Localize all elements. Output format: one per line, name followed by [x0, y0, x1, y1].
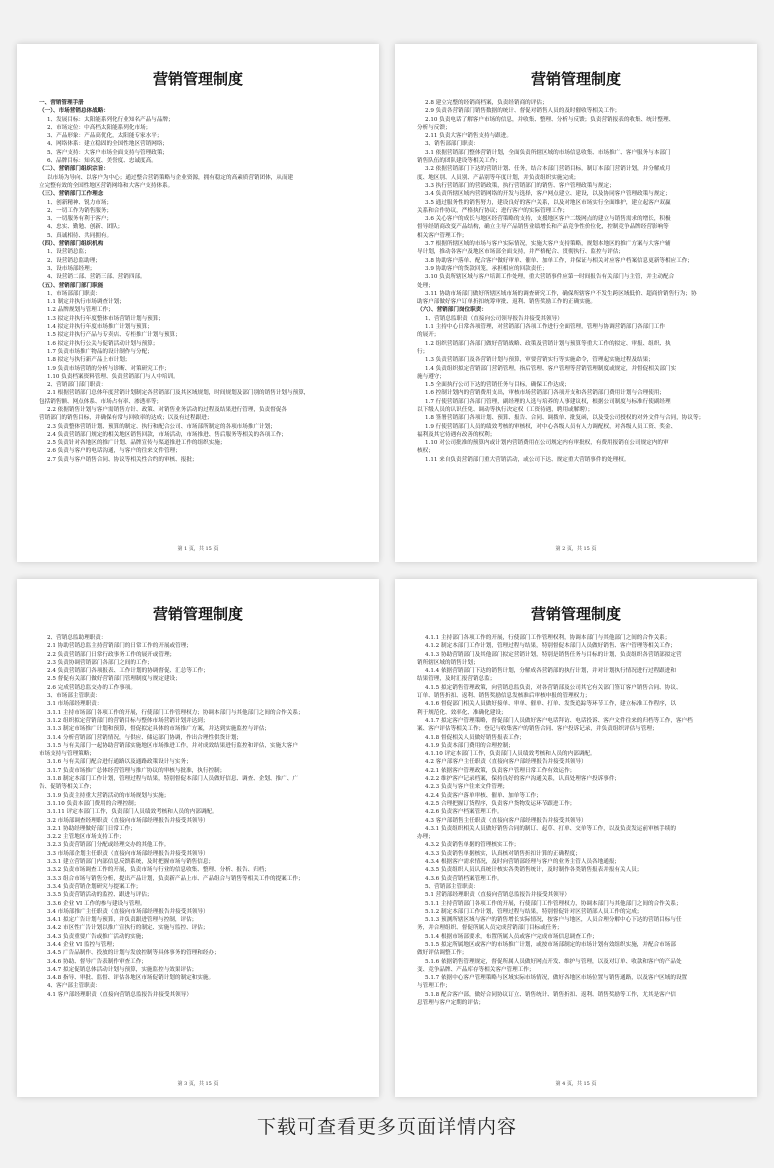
text-line: 1、市场部部门职责： — [47, 290, 101, 297]
text-line: 2.11 负责大客户销售支持与跟进。 — [425, 133, 512, 140]
text-line: 处理； — [417, 282, 434, 289]
text-line: 3.1.10 负责本部门费用的合理控制； — [47, 800, 140, 807]
text-line: 的展开； — [417, 332, 440, 339]
text-line: 核权； — [417, 448, 434, 455]
page-body — [39, 99, 357, 464]
text-line: 4.3.6 负责营销档案管理工作。 — [425, 875, 503, 882]
text-line: 办理； — [417, 834, 434, 841]
text-line: 3.3 执行营销部门的营销政策，执行营销部门的销售、客户管理政策与规定； — [425, 182, 615, 189]
text-line: 1.7 行使营销部门各部门管理，副经理的人选与培养的人事建议权，根据公司制度与标准行使副经理 — [425, 398, 671, 405]
page-footer: 第 2 页，共 15 页 — [555, 546, 597, 552]
text-line: 6、品牌目标：知名度、美誉度、忠诚度高。 — [47, 158, 157, 165]
text-line: 2、设营销总监助理； — [47, 257, 101, 264]
text-line: 3、市场部主管职责： — [47, 693, 101, 700]
page-title: 营销管理制度 — [530, 605, 621, 623]
section-heading: （二）、营销部门组织宗旨： — [39, 166, 109, 173]
text-line: 导计划，推动各客户及地区市场部全面支持，并严格配合、贯彻执行、监控与评估； — [417, 249, 624, 256]
text-line: 3.1.6 与有关部门配合进行通路以及通路政策设计与实务； — [47, 759, 192, 766]
text-line: 3.11 协助市场部门做好所辖区域市场的调查研究工作，确保所辖客户不发生跨区域低价、超商价销售行为；协 — [425, 290, 697, 297]
text-line: 4.3.3 负责销售单据核实，认真核对销售折扣计算的正确程度； — [425, 850, 581, 857]
text-line: 3.4.2 市区性广告计划以推广宣执行的制定、实施与监控、评估； — [47, 925, 209, 932]
text-line: 3.1.2 组织拟定营销部门的营销目标与整体市场营销计划并达到； — [47, 717, 209, 724]
text-line: 1.10 负责档案资料管理、负责营销部门与人中培训。 — [47, 373, 179, 380]
text-line: 3、设市场部经理； — [47, 265, 96, 272]
text-line: 3.2 依据营销部门下达的营销计划、任务，结合本部门营销目标，制订本部门营销计划，并分解成月 — [425, 166, 671, 173]
text-line: 3.4.1 拟定广告计划与预算，并负责跟进管理与控制，评估； — [47, 917, 198, 924]
text-line: 3.8 协助客户落单、配合客户做好审单、催单、加单工作，并保证与相关对应客户档案信息更新等相应工作； — [425, 257, 693, 264]
text-line: 3.4.3 负责重要广告或推广活动的实施； — [47, 933, 147, 940]
text-line: 3.4.4 企业 VI 监控与管理； — [47, 941, 118, 948]
text-line: 2.10 负责电话了解客户市场的信息，并收集、整理、分析与反馈；负责营销报表的收集、统计整理、 — [425, 116, 675, 123]
text-line: 3.2.1 协助经理做好部门日常工作； — [47, 825, 136, 832]
text-line: 2.1 协助营销总监主持营销部门的日常工作的开展或管理； — [47, 643, 192, 650]
text-line: 5.1.2 制定本部门工作计划，管理过程与结果，特别督促针对区营销部人员工作的完成； — [425, 908, 643, 915]
text-line: 1.6 控制计划内的营销费用支出，审核市场营销部门各项开支和各营销部门费用计划与合理使用； — [425, 390, 666, 397]
text-line: 4.2.2 维护客户记录档案，保持良好的客户沟通关系，认真处理客户投诉事件； — [425, 776, 621, 783]
text-line: 2.6 负责与客户的电话沟通，与客户的往来文件管理； — [47, 448, 181, 455]
text-line: 5、真诚相待、共同拥有。 — [47, 232, 113, 239]
text-line: 4.1.4 依据营销部门下达的销售计划，分解成各营销部的执行计划，并对计划执行情况进行过程跟进和 — [425, 668, 676, 675]
text-line: 1.2 品牌规划与管理工作； — [47, 307, 114, 314]
text-line: 与管理工作； — [417, 983, 451, 990]
text-line: 4.3.5 负责组织人员认真统计核实各类销售统计，及时制作各类销售报表并报有关人员； — [425, 867, 643, 874]
text-line: 4.3.2 负责销售单据的管理核实工作； — [425, 842, 520, 849]
text-line: 3.1.1 主持市场部门各项工作的开展，行使部门工作管理权力；协调本部门与其他部门之间的合作关系； — [47, 709, 304, 716]
text-line: 4.1.9 负责本部门费用的合理控制； — [425, 742, 514, 749]
text-line: 3.2 市场部调查经理职责（直接向市场部经理报告并接受其领导） — [47, 817, 209, 824]
page-body — [417, 99, 735, 464]
text-line: 4.2 客户部客户主任职责（直接向客户部经理报告并接受其领导） — [425, 759, 587, 766]
text-line: 3.1.5 与有关部门一起协助营销部实施地区市场推进工作，并对成效结果进行监控和评估，实施大客户 — [47, 742, 298, 749]
text-line: 4、客户部主管职责： — [47, 983, 101, 990]
text-line: 3.1.11 评定本部门工作，负责部门人员绩效考核和人员的内部调配。 — [47, 809, 218, 816]
text-line: 4.3.1 负责组织相关人员做好销售合同的制订、起草、打单、交单等工作，以及负责发运前审核手续的 — [425, 825, 676, 832]
text-line: 3.4 负责所辖区域内营销网络的开发与选择，客户网点建立、建设，以及协同客户管理政策与规定； — [425, 191, 671, 198]
text-line: 3.1 依据营销部门整体营销计划，全面负责所辖区域的市场信息收集、市场推广、客户服务与本部门 — [425, 149, 671, 156]
text-line: 4.1.2 制定本部门工作计划，管理过程与结果，特别督促本部门人员做好销售、客户管理等相关工作； — [425, 643, 676, 650]
text-line: 4.2.6 负责客户档案管理工作。 — [425, 809, 503, 816]
text-line: 3.3.5 负责营销活动的监控、跟进与评估； — [47, 892, 153, 899]
text-line: 4、忠实、勤勉、创新、团队； — [47, 224, 124, 231]
text-line: 2、营销部门部门职责： — [47, 382, 107, 389]
text-line: 变、竞争品牌、产品库存等相关客户管理工作； — [417, 966, 535, 973]
section-heading: （六）、营销部门岗位职责： — [417, 307, 487, 314]
text-line: 2.2 负责营销部门日常行政事务工作的展开或管理； — [47, 651, 176, 658]
text-line: 4.2.4 负责客户落单审核、催单、加单等工作； — [425, 792, 542, 799]
text-line: 1.5 拟定并执行产品与专卖店、专柜推广计划与预算； — [47, 332, 181, 339]
text-line: 5.1.7 依据中心客户管理策略与区域实际市场情况，做好各地区市场位置与销售通路，以及客户区域的设置 — [425, 975, 688, 982]
document-page-1 — [17, 44, 379, 562]
text-line: 1、营销总监职责（直接向公司领导报告并接受其领导） — [425, 315, 563, 322]
text-line: 销所辖区域的销售计划； — [417, 659, 479, 666]
text-line: 4.1.8 督促相关人员做好销售报表工作； — [425, 734, 525, 741]
text-line: 助客户部做好客户订单折扣统筹审批、返利、销售奖励工作的正确实施。 — [417, 299, 597, 306]
text-line: 2.3 负责协调营销部门各部门之间的工作； — [47, 659, 153, 666]
text-line: 2、市场定位：中高档太阳能系列化市场； — [47, 124, 152, 131]
text-line: 1.8 拟定与执行新产品上市计划； — [47, 357, 131, 364]
text-line: 4、网络体系：建立稳固的全国性地区营销网络； — [47, 141, 169, 148]
text-line: 5、营销部主管职责： — [425, 883, 479, 890]
text-line: 1.9 负责市场营销的分析与诊断、对策研究工作； — [47, 365, 170, 372]
page-body — [39, 634, 357, 999]
text-line: 4.1.10 评定本部门工作，负责部门人员绩效考核和人员的内部调配。 — [425, 751, 596, 758]
text-line: 做好评估调整工作； — [417, 950, 468, 957]
download-more-caption: 下载可查看更多页面详情内容 — [256, 1116, 517, 1138]
text-line: 息管理与客户定期的评估； — [417, 1000, 485, 1007]
section-heading: 一、营销管理手册 — [39, 100, 84, 106]
text-line: 1.5 全面执行公司下达的营销任务与目标，确保工作达成； — [425, 382, 570, 389]
text-line: 3.3.3 组合市场与销售分析，提出产品计划，负责新产品上市、产品组合与销售等相关工作的提案工作； — [47, 875, 304, 882]
text-line: 3.4.6 协助、督导广告表制作审查工作； — [47, 958, 147, 965]
text-line: 3、一切服务有利于客户； — [47, 216, 113, 223]
text-line: 2.4 负责营销部门规定的相关地区销售回款，市场活动，市场推进、售后服务等相关的各项工作； — [47, 431, 288, 438]
text-line: 4.3.4 根据客户需求情况，及时向营销部经理与客户的业务主管人员各地通报； — [425, 859, 621, 866]
text-line: 1.7 负责市场推广物品的设计制作与分配； — [47, 348, 153, 355]
text-line: 3.3.1 建立营销部门内部信息反馈系统，及时把握市场与销售信息； — [47, 859, 215, 866]
text-line: 2.5 负责针对各地区的推广计划、品牌宣传与渠道推进工作的组织实施； — [47, 440, 226, 447]
text-line: 3.4.7 拟定促销总体活动计划与预算，实施监控与效果评估； — [47, 966, 198, 973]
text-line: 务，并合理组织、督促所属人员完成营销部门目标或任务； — [417, 925, 563, 932]
text-line: 3.5 通过服务性的销售努力，建设良好的客户关系，以及对地区市场实行全面维护，建立起客户双赢 — [425, 199, 671, 206]
section-heading: （五）、营销部门部门职能 — [39, 282, 104, 289]
section-heading: （四）、营销部门组织机构 — [39, 241, 104, 248]
text-line: 5、客户支持：大客户市场全面支持与管理政策； — [47, 149, 169, 156]
text-line: 3.2.2 主管地区市场支持工作； — [47, 834, 125, 841]
text-line: 3.9 协助客户的货款回笼，承担相应的回款责任； — [425, 265, 548, 272]
text-line: 相关客户管理工作； — [417, 232, 468, 239]
text-line: 行； — [417, 348, 429, 355]
text-line: 4.1.3 协助营销部门及其他部门拟定营销计划，特别是销售任务与目标的计划，负责组织各营销部拟定营 — [425, 651, 682, 658]
text-line: 销售队伍的团队建设等相关工作； — [417, 158, 501, 165]
text-line: 5.1 营销部经理职责（直接向营销总监报告并接受其领导） — [425, 892, 570, 899]
text-line: 2.9 负责各营销部门销售数据的统计、督促对销售人员的及时催收等相关工作； — [425, 108, 621, 115]
text-line: 督导经销商改变产品结构，确立主导产品销售业绩增长和产品竞争性价位化，控制竞争品牌经营影响等 — [417, 224, 669, 231]
text-line: 1.2 组织营销部门各部门做好营销战略、政策及营销计划与预算等重大工作的拟定、审报、组织、执 — [425, 340, 671, 347]
text-line: 3.6 关心客户的成长与地区经营策略的支持，支援地区客户二级网点的建立与销售需求的增长，积极 — [425, 216, 671, 223]
text-line: 3.1.7 负责市场推广总体经营管理与推广协议的审核与批准，执行控制； — [47, 767, 226, 774]
text-line: 关系和合作协议，严格执行协议；进行客户的实际管理工作； — [417, 207, 569, 214]
text-line: 订单、销售折扣、返利、销售奖励信息发核准后审核申报的管理权力； — [417, 693, 591, 700]
text-line: 2.7 负责与客户销售合同、协议等相关性合约的审核、报批； — [47, 456, 198, 463]
text-line: 3.2.3 负责营销部门分配或经理交办的其他工作。 — [47, 842, 170, 849]
text-line: 3.3 市场部企划主任职责（直接向市场部经理报告并接受其领导） — [47, 850, 209, 857]
text-line: 5.1.3 预测所辖区域与客户的销售增长实际情况，按客户与地区，人员合理分解中心下达的营销目标与任 — [425, 917, 682, 924]
text-line: 2.5 督促有关部门做好营销部门管理制度与规定建设； — [47, 676, 181, 683]
text-line: 3.7 根据所辖区域的市场与客户实际情况，实施大客户支持策略，规划本地区的推广方案与大客户辅 — [425, 241, 671, 248]
text-line: 4.3 客户部销售主任职责（直接向客户部经理报告并接受其领导） — [425, 817, 587, 824]
text-line: 1、设营销总监； — [47, 249, 90, 256]
text-line: 5.1.8 配合客户部，做好合同协议订立、销售统计、销售折扣、返利、销售奖励等工作，尤其是客户信 — [425, 991, 676, 998]
text-line: 3.10 负责所辖区域与客户培训工作处理，重大营销事件应第一时间报告有关部门与主管，并主动配合 — [425, 274, 675, 281]
document-page-2 — [395, 44, 757, 562]
document-page-4 — [395, 579, 757, 1097]
text-line: 立完整有效的全国性地区营销网络和大客户支持体系。 — [39, 182, 174, 189]
text-line: 案、客户评估等相关工作；登记与收集客户的销售合同、客户投诉记录，并负责组织评估与管理； — [417, 726, 658, 733]
text-line: 市场支持与管理策略； — [39, 751, 95, 758]
text-line: 5.1.1 主持营销部门各项工作的开展，行使部门工作管理权力，协调本部门与其他部门之间的合作关系； — [425, 900, 682, 907]
section-heading: （三）、营销部门工作理念 — [39, 191, 104, 198]
text-line: 以下级人员的认识任免、调动等执行决定权（工资待遇，聘用或解聘）； — [417, 406, 594, 413]
text-line: 2、一切工作为销售服务； — [47, 207, 113, 214]
text-line: 2.8 建立完整的经销商档案，负责经销商的评估； — [425, 100, 548, 106]
text-line: 4.2.3 负责与客户往来文件管理； — [425, 784, 509, 791]
text-line: 5.1.6 依据销售管理规定，督促所属人员做好网点开发、维护与管理，以及对订单、收款和客户的产品处 — [425, 958, 682, 965]
text-line: 3.1 市场部经理职责： — [47, 701, 103, 708]
text-line: 1.4 负责组织拟定营销部门营销管理，指后管理、客户管理等营销管理制度或规定，并督促相关部门实 — [425, 365, 677, 372]
page-body — [417, 634, 735, 1007]
section-heading: （一）、市场营销总体战略： — [39, 108, 109, 115]
text-line: 2、营销总监助理职责： — [47, 635, 107, 641]
text-line: 3.4 市场部推广主任职责（直接向市场部经理报告并接受其领导） — [47, 908, 209, 915]
document-page-3 — [17, 579, 379, 1097]
text-line: 4.2.1 依据客户管理政策，负责客户管理日常工作有效运作； — [425, 767, 576, 774]
text-line: 3.1.3 制定市场推广计划和预算，督促拟定具体的市场推广方案，并达到实施监控与评估； — [47, 726, 270, 733]
text-line: 4.2.5 合理把握订货程序，负责客户货物发运环节跟进工作； — [425, 800, 576, 807]
text-line: 1、创新精神、锐力市场； — [47, 199, 113, 206]
text-line: 3、产品形象：产品高优化，太阳能专家水平； — [47, 133, 163, 140]
text-line: 4.1.1 主持部门各项工作的开展，行使部门工作管理权利，协调本部门与其他部门之间的合作关系； — [425, 635, 671, 641]
text-line: 2.2 依据销售计划与客户需销售方针、政策、对销售业务活动的过程及结果进行管理，负责督促各 — [47, 406, 288, 413]
text-line: 以市场为导向、以客户为中心；通过整合营销策略与企业资源，拥有稳定的高素质营销团体，从而建 — [47, 174, 294, 181]
text-line: 2.6 完成营销总监交办的工作事项。 — [47, 684, 136, 691]
text-line: 3.4.8 指导、审批、监督、评估各地区市场促销计划的制定和实施。 — [47, 975, 215, 982]
text-line: 1.1 制定并执行市场调查计划； — [47, 299, 125, 306]
text-line: 5.1.5 拟定所属地区或客户的市场推广计划，或按市场部制定的市场计划有效组织实施，并配合市场部 — [425, 941, 676, 948]
text-line: 3.3.6 企业 VI 工作的参与建设与管理。 — [47, 900, 146, 907]
text-line: 1.1 主持中心日常各项管理，对营销部门各项工作进行全面管理，管理与协调营销部门各部门工作 — [425, 324, 666, 331]
text-line: 1、发展目标：太阳能系列化行业知名产品与品牌； — [47, 116, 174, 123]
text-line: 分析与反馈； — [417, 124, 451, 131]
page-footer: 第 4 页，共 15 页 — [555, 1081, 597, 1087]
text-line: 1.3 拟定并执行年度整体市场营销计划与预算； — [47, 315, 164, 322]
page-title: 营销管理制度 — [152, 70, 243, 88]
text-line: 3、销售部部门职责： — [425, 141, 479, 148]
text-line: 3.3.2 负责市场调查工作的开展，负责市场与行业的信息收集、整理、分析、报告、归档； — [47, 867, 270, 874]
text-line: 1.3 负责营销部门及各营销计划与预算，审要营销实行等实施命令，管理起实施过程及结果； — [425, 357, 654, 364]
text-line: 利于规范化、效率化、准确化建设； — [417, 709, 507, 716]
text-line: 3.4.5 广告品制作、投放的计划与发放控制等具体事务的管理和经办； — [47, 950, 220, 957]
text-line: 2.1 根据营销部门总体年度营销计划制定各营销部门及其区域规划，时间规划及部门别的销售计划与预算， — [47, 390, 310, 397]
text-line: 1.11 来自负责营销部门重大营销活动，或公司下达、规定重大营销事件的处理权。 — [425, 456, 630, 463]
page-footer: 第 1 页，共 15 页 — [177, 546, 219, 552]
text-line: 5.1.4 根据市场部要求，布置所属人员或客户完成市场信息调查工作； — [425, 933, 598, 940]
text-line: 包括销售额、网点体系、市场占有率、渗透率等； — [39, 398, 163, 405]
text-line: 4、设营销二部、营销三部、营销四部。 — [47, 274, 146, 281]
text-line: 3.3.4 负责营销企划研究与提案工作； — [47, 883, 142, 890]
text-line: 1.10 对公司批准的预算内或计划内营销费用在公司规定内有审批权，有费用报销在公司规定内的审 — [425, 440, 669, 447]
text-line: 结果管理，及时汇报营销总监； — [417, 676, 496, 683]
text-line: 度、地区别、人员别、产品别等年度计划，并负责组织实施完成； — [417, 174, 580, 181]
page-title: 营销管理制度 — [152, 605, 243, 623]
text-line: 1.6 拟定并执行公关与促销活动计划与预算； — [47, 340, 159, 347]
text-line: 1.4 拟定并执行年度市场推广计划与预算； — [47, 324, 153, 331]
text-line: 3.1.9 负责主持重大营销活动的市场规划与实施； — [47, 792, 170, 799]
text-line: 3.1.8 制定本部门工作计划，管理过程与结果，特别督促本部门人员做好信息、调查、企划、推广、广 — [47, 776, 298, 783]
text-line: 2.3 负责整体营销计划、预算的制定、执行和配合公司、市场部所制定的各项市场推广计划； — [47, 423, 276, 430]
text-line: 1.9 行使营销部门人员的绩效考核的审核权，对中心各级人员有人力调配权，对各级人员工资、奖金、 — [425, 423, 677, 430]
text-line: 营销部门的销售目标，并确保有常与回收率的达成；以及有过程跟进； — [39, 415, 213, 422]
text-line: 施与遵守； — [417, 373, 445, 380]
text-line: 福利及其它待遇有改善的权利； — [417, 431, 496, 438]
page-footer: 第 3 页，共 15 页 — [177, 1081, 219, 1087]
text-line: 告、促销等相关工作； — [39, 784, 95, 791]
text-line: 3.1.4 分析营销部门营销情况，与供应、储运部门协调，作出合理性供货计划； — [47, 734, 243, 741]
text-line: 2.4 负责营销部门各项报表、工作计划的协调督促、汇总等工作； — [47, 668, 209, 675]
text-line: 4.1.7 拟定客户管理策略，督促部门人员做好客户电话拜访、电话投诉、客户文件往来的归档等工作，客户档 — [425, 717, 693, 724]
text-line: 4.1 客户部经理职责（直接向营销总监报告并接受其领导） — [47, 991, 192, 998]
text-line: 1.8 签署营销部门各项计划、预算、报告、合同、调拨单、批复函，以及受公司授权的对外文件与合同，协议等； — [425, 415, 705, 422]
text-line: 4.1.5 拟定销售管理政策，向营销总监负责，对各营销部及公司其它有关部门签订客户销售合同、协议、 — [425, 684, 682, 691]
page-title: 营销管理制度 — [530, 70, 621, 88]
text-line: 4.1.6 督促部门相关人员做好接单、审单、催单、打单、发货追踪等环节工作，建立标准工作程序，以 — [425, 701, 676, 708]
